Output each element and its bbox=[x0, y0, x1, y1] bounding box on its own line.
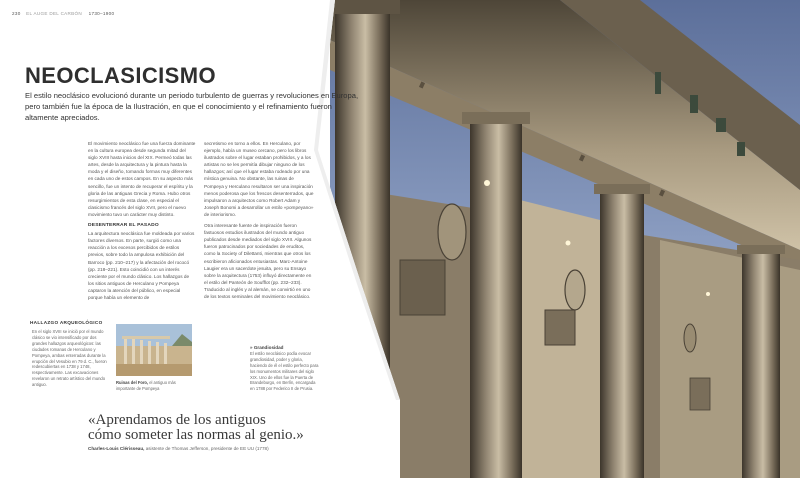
grandeur-text: El estilo neoclásico podía evocar grandiosidad, poder y gloria, haciendo de él el estilo perfecto para los monumentos militares del siglo XIX. Uno de ellos fue la Puerta de Brandeburgo, en Berlín, encargada en 1788 por Federico II de Prusia. bbox=[250, 350, 319, 392]
body-paragraph: secretismo en torno a ellos. En Herculano, por ejemplo, había un museo cercano, pero los libros ilustrados sobre el lugar estaban prohibidos, y a los artistas no se les permitía dibujar ninguno de los hallazgos; así que el lugar estaba rodeado por una mística genuina. No obstante, las ruinas de Pompeya y Herculano resultaron ser una inspiración menos poderosa que los frescos desenterrados, que impulsaron a arquitectos como Robert Adam y Joseph Bonomi a desarrollar un estilo «pompeyano» de interiorismo. bbox=[204, 141, 314, 217]
caption-text: el antiguo más importante de Pompeya bbox=[116, 380, 176, 391]
pompeii-forum-photo bbox=[116, 324, 192, 376]
sidebar-title: HALLAZGO ARQUEOLÓGICO bbox=[30, 320, 103, 325]
quote-author: Charles-Louis Clérisseau, bbox=[88, 446, 145, 451]
sidebar-text: En el siglo XVIII se inició por el mundo clásico se vio intensificado por dos grandes hallazgos arqueológicos: las ciudades romanas de Herculano y Pompeya, ambas enterradas durante la erupción del Vesubio en 79 d. C., fueron redescubiertas en 1738 y 1748, respectivamente. Las excavaciones revelaron un retrato artístico del mundo antiguo. bbox=[32, 329, 107, 388]
running-header bbox=[12, 11, 114, 16]
section-name: EL AUGE DEL CARBÓN bbox=[26, 11, 83, 16]
archaeology-sidebar bbox=[30, 320, 202, 400]
caption-bold: Ruinas del Foro, bbox=[116, 380, 149, 385]
body-paragraph: La arquitectura neoclásica fue moldeada por varios factores diversos. En parte, surgió como una reacción a los excesos percibidos de estilos previos, sobre todo la ampulosa exhibición del Barroco (pp. 210–217) y la afectación del rococó (pp. 218–221). Esto coincidió con un interés creciente por el mundo clásico. Los hallazgos de los sitios antiguos de Herculano y Pompeya captaron la atención del público, en especial porque había un elemento de bbox=[88, 231, 195, 300]
grandeur-title: » Grandiosidad bbox=[250, 345, 284, 350]
body-column-1 bbox=[88, 140, 196, 305]
section-years: 1730–1900 bbox=[88, 11, 115, 16]
section-heading: DESENTERRAR EL PASADO bbox=[88, 223, 159, 229]
body-paragraph: El movimiento neoclásico fue una fuerza dominante en la cultura europea desde segunda mitad del siglo XVIII hasta inicios del XIX. Permeó todas las artes, desde la arquitectura y la pintura hasta la moda y el diseño, tomando formas muy diferentes en cada uno de estos campos. En su aspecto más sencillo, fue un intento de recuperar el espíritu y la gloria de las antiguas Grecia y Roma. Hubo otros resurgimientos de esta clase, en especial el clasicismo francés del siglo XVII, pero el nuevo movimiento tuvo un carácter muy distinto. bbox=[88, 141, 196, 217]
quote-attribution bbox=[88, 446, 269, 451]
quote-role: asistente de Thomas Jefferson, presidente de EE UU (1778) bbox=[144, 446, 269, 451]
photo-caption bbox=[116, 380, 196, 391]
quote-line-2: cómo someter las normas al genio.» bbox=[88, 427, 304, 443]
pull-quote bbox=[88, 413, 304, 443]
page-title: NEOCLASICISMO bbox=[25, 63, 216, 88]
quote-line-1: «Aprendamos de los antiguos bbox=[88, 412, 266, 428]
page-number: 230 bbox=[12, 11, 21, 16]
grandeur-caption bbox=[250, 345, 320, 392]
body-paragraph: Otra interesante fuente de inspiración fueron fastuosos estudios ilustrados del mundo antiguo publicados desde mediados del siglo XVIII. Algunos fueron patrocinados por sociedades de eruditos, como la Society of Dilettanti, mientras que otros los escribieron aficionados entusiastas. Marc-Antoine Laugier era un sacerdote jesuita, pero su Ensayo sobre la arquitectura (1753) influyó directamente en el estilo del Panteón de Soufflot (pp. 232–233). Traducido al inglés y al alemán, se convirtió en uno de los textos seminales del movimiento neoclásico. bbox=[204, 223, 312, 299]
intro-paragraph: El estilo neoclásico evolucionó durante un periodo turbulento de guerras y revoluciones en Europa, pero también fue la época de la Ilustración, en que el conocimiento y el refinamiento fueron altamente apreciados. bbox=[25, 91, 359, 122]
body-column-2 bbox=[204, 140, 314, 304]
